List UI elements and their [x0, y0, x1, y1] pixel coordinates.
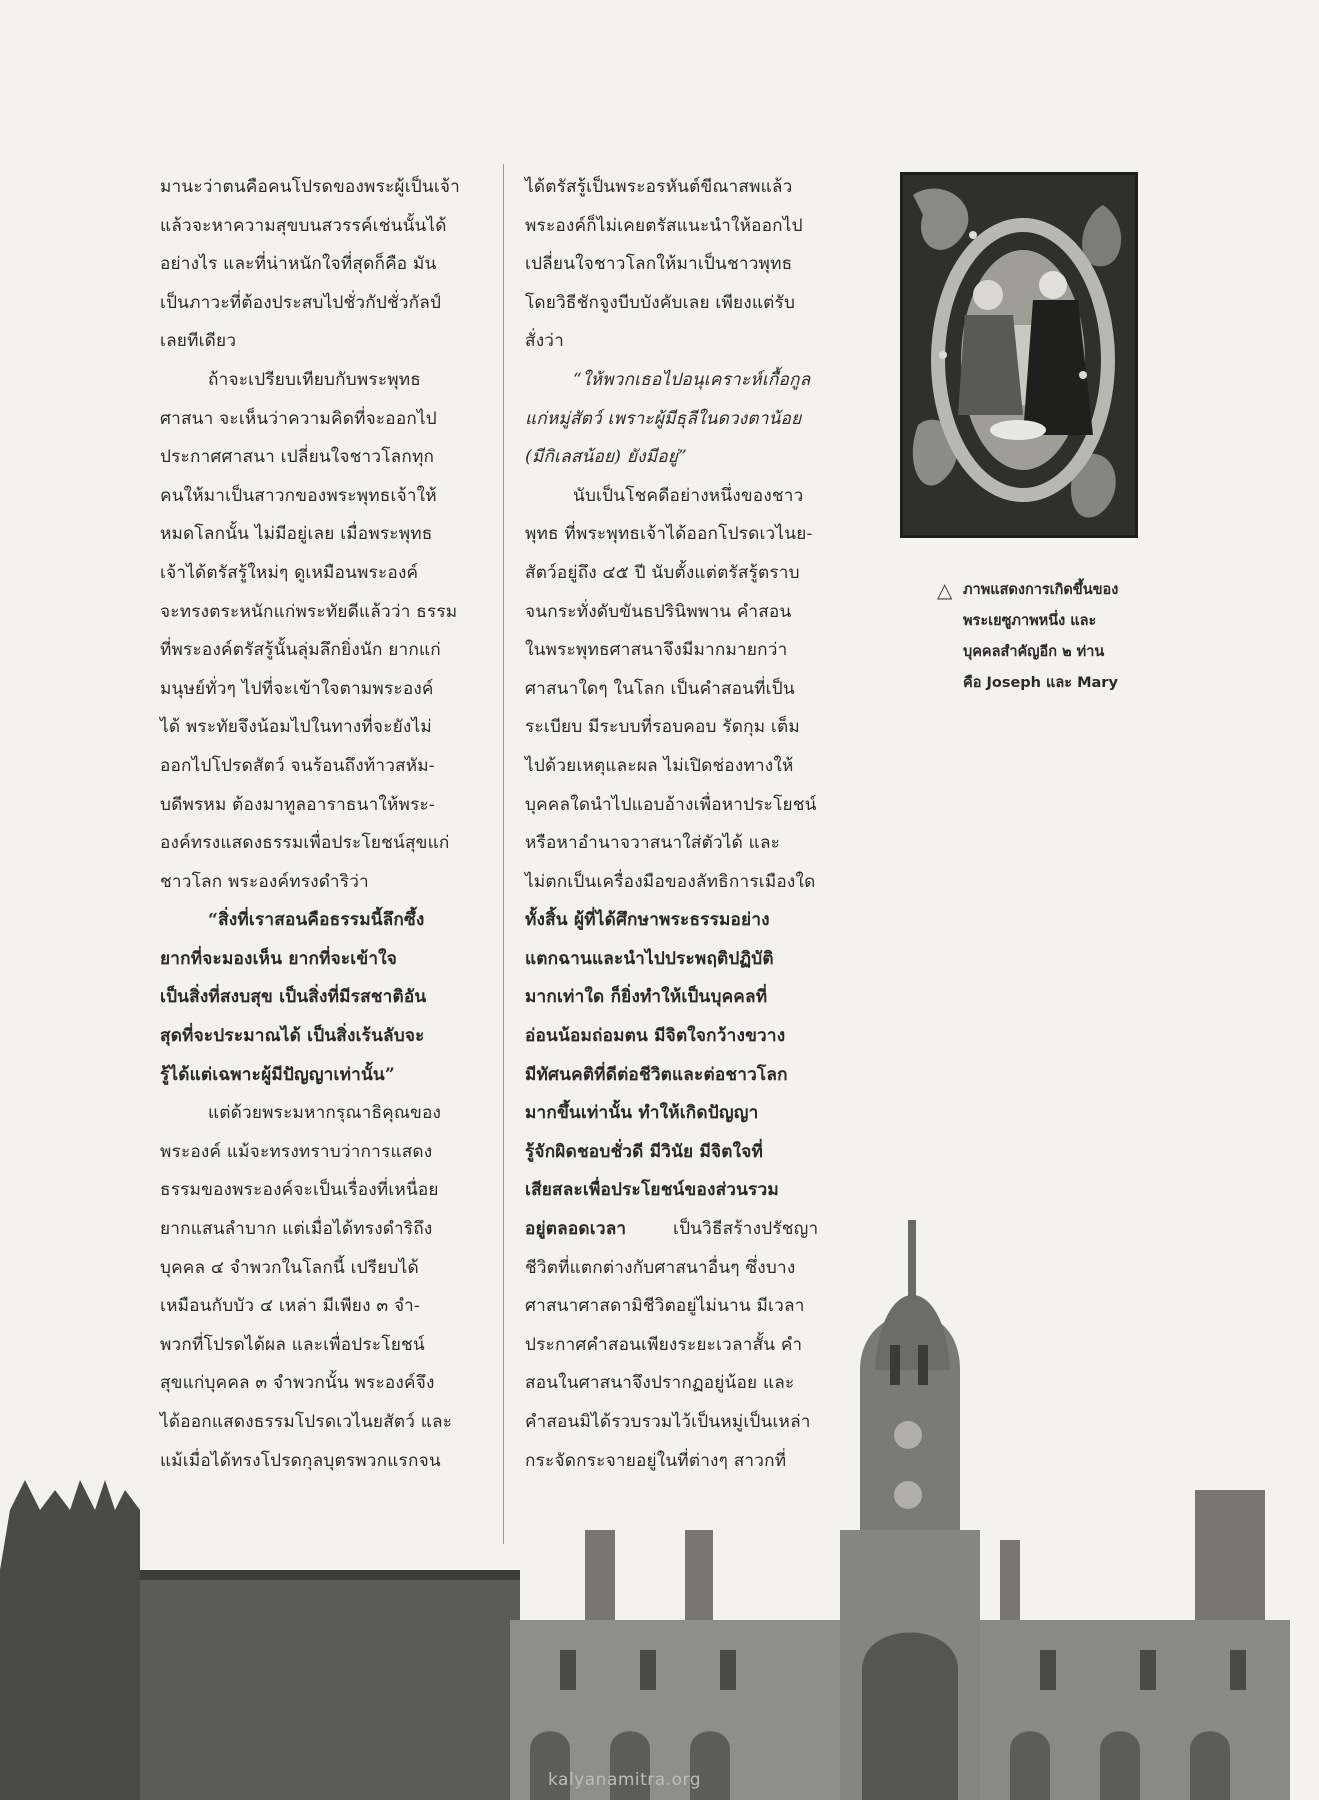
paragraph: เป็นวิธีสร้างปรัชญา ชีวิตที่แตกต่างกับศาสนาอื่นๆ ซึ่งบาง ศาสนาศาสดามิชีวิตอยู่ไม่นาน มีเวลา ประกาศคำสอนเพียงระยะเวลาสั้น คำ สอนในศาสนาจึงปรากฏอยู่น้อย และ คำสอนมิได้รวบรวมไว้เป็นหมู่เป็นเหล่า กระจัดกระจายอยู่ในที่ต่างๆ สาวกที่ — [525, 1219, 819, 1471]
paragraph: ถ้าจะเปรียบเทียบกับพระพุทธ ศาสนา จะเห็นว่าความคิดที่จะออกไป ประกาศศาสนา เปลี่ยนใจชาวโลกทุก คนให้มาเป็นสาวกของพระพุทธเจ้าให้ หมดโลกนั้น ไม่มีอยู่เลย เมื่อพระพุทธ เจ้าได้ตรัสรู้ใหม่ๆ ดูเหมือนพระองค์ จะทรงตระหนักแก่พระทัยดีแล้วว่า ธรรม ที่พระองค์ตรัสรู้นั้นลุ่มลึกยิ่งนัก ยากแก่ มนุษย์ทั่วๆ ไปที่จะเข้าใจตามพระองค์ ได้ พระทัยจึงน้อมไปในทางที่จะยังไม่ ออกไปโปรดสัตว์ จนร้อนถึงท้าวสหัม- บดีพรหม ต้องมาทูลอาราธนาให้พระ- องค์ทรงแสดงธรรมเพื่อประโยชน์สุขแก่ ชาวโลก พระองค์ทรงดำริว่า — [160, 369, 458, 892]
paragraph: นับเป็นโชคดีอย่างหนึ่งของชาว พุทธ ที่พระพุทธเจ้าได้ออกโปรดเวไนย- สัตว์อยู่ถึง ๔๕ ปี นับตั้งแต่ตรัสรู้ตราบ จนกระทั่งดับขันธปรินิพพาน คำสอน ในพระพุทธศาสนาจึงมีมากมายกว่า ศาสนาใดๆ ในโลก เป็นคำสอนที่เป็น ระเบียบ มีระบบที่รอบคอบ รัดกุม เต็ม ไปด้วยเหตุและผล ไม่เปิดช่องทางให้ บุคคลใดนำไปแอบอ้างเพื่อหาประโยชน์ หรือหาอำนาจวาสนาใส่ตัวได้ และ ไม่ตกเป็นเครื่องมือของลัทธิการเมืองใด — [525, 485, 817, 892]
quote-paragraph: “ให้พวกเธอไปอนุเคราะห์เกื้อกูล แก่หมู่สัตว์ เพราะผู้มีธุลีในดวงตาน้อย (มีกิเลสน้อย) ยังมีอยู่” — [525, 369, 811, 468]
paragraph: แต่ด้วยพระมหากรุณาธิคุณของ พระองค์ แม้จะทรงทราบว่าการแสดง ธรรมของพระองค์จะเป็นเรื่องที่เหนื่อย ยากแสนลำบาก แต่เมื่อได้ทรงดำริถึง บุคคล ๔ จำพวกในโลกนี้ เปรียบได้ เหมือนกับบัว ๔ เหล่า มีเพียง ๓ จำ- พวกที่โปรดได้ผล และเพื่อประโยชน์ สุขแก่บุคคล ๓ จำพวกนั้น พระองค์จึง ได้ออกแสดงธรรมโปรดเวไนยสัตว์ และ แม้เมื่อได้ทรงโปรดกุลบุตรพวกแรกจน — [160, 1103, 453, 1471]
caption-text: ภาพแสดงการเกิดขึ้นของ พระเยซูภาพหนึ่ง และ บุคคลสำคัญอีก ๒ ท่าน คือ Joseph และ Mary — [963, 582, 1119, 691]
watermark: kalyanamitra.org — [548, 1770, 701, 1790]
quote-paragraph: “สิ่งที่เราสอนคือธรรมนี้ลึกซึ้ง ยากที่จะมองเห็น ยากที่จะเข้าใจ เป็นสิ่งที่สงบสุข เป็นสิ่งที่มีรสชาติอัน สุดที่จะประมาณได้ เป็นสิ่งเร้นลับจะ รู้ได้แต่เฉพาะผู้มีปัญญาเท่านั้น” — [160, 910, 427, 1085]
triangle-marker-icon: △ — [937, 578, 953, 602]
paragraph: มานะว่าตนคือคนโปรดของพระผู้เป็นเจ้า แล้วจะหาความสุขบนสวรรค์เช่นนั้นได้ อย่างไร และที่น่าหนักใจที่สุดก็คือ มัน เป็นภาวะที่ต้องประสบไปชั่วกัปชั่วกัลป์ เลยทีเดียว — [160, 177, 461, 352]
paragraph-bold: ทั้งสิ้น ผู้ที่ได้ศึกษาพระธรรมอย่าง แตกฉานและนำไปประพฤติปฏิบัติ มากเท่าใด ก็ยิ่งทำให้เป็นบุคคลที่ อ่อนน้อมถ่อมตน มีจิตใจกว้างขวาง มีทัศนคติที่ดีต่อชีวิตและต่อชาวโลก มากขึ้นเท่านั้น ทำให้เกิดปัญญา รู้จักผิดชอบชั่วดี มีวินัย มีจิตใจที่ เสียสละเพื่อประโยชน์ของส่วนรวม อยู่ตลอดเวลา — [525, 910, 788, 1240]
illuminated-manuscript-image — [900, 172, 1138, 538]
paragraph: ได้ตรัสรู้เป็นพระอรหันต์ขีณาสพแล้ว พระองค์ก็ไม่เคยตรัสแนะนำให้ออกไป เปลี่ยนใจชาวโลกให้มาเป็นชาวพุทธ โดยวิธีชักจูงบีบบังคับเลย เพียงแต่รับ สั่งว่า — [525, 177, 803, 352]
college-building-photo — [0, 1150, 1319, 1800]
image-caption — [933, 575, 1193, 699]
nativity-illustration — [903, 175, 1135, 535]
christ-church-tower-illustration — [0, 1150, 1319, 1800]
